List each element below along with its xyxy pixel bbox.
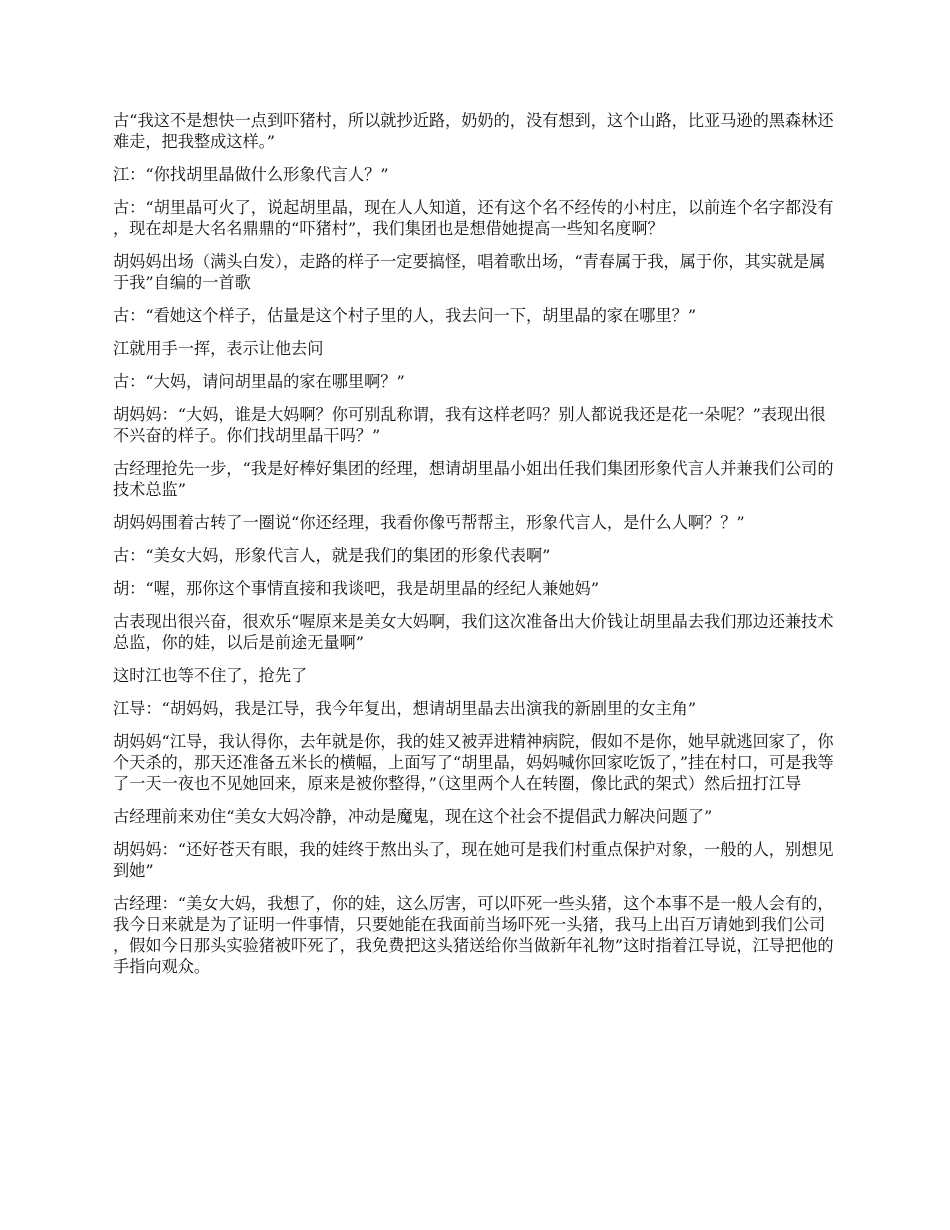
paragraph-15: 江导：“胡妈妈，我是江导，我今年复出，想请胡里晶去出演我的新剧里的女主角” — [113, 699, 697, 718]
paragraph-8: 胡妈妈：“大妈，谁是大妈啊？你可别乱称谓，我有这样老吗？别人都说我还是花一朵呢？”表现出很不兴奋的样子。你们找胡里晶干吗？” — [113, 405, 826, 445]
paragraph-13: 古表现出很兴奋，很欢乐“喔原来是美女大妈啊，我们这次准备出大价钱让胡里晶去我们那边还兼技术总监，你的娃，以后是前途无量啊” — [113, 612, 834, 652]
paragraph-1: 古“我这不是想快一点到吓猪村，所以就抄近路，奶奶的，没有想到，这个山路，比亚马逊的黑森林还难走，把我整成这样。” — [113, 111, 834, 151]
paragraph-6: 江就用手一挥，表示让他去问 — [113, 339, 324, 358]
paragraph-16: 胡妈妈“江导，我认得你，去年就是你，我的娃又被弄进精神病院，假如不是你，她早就逃回家了，你个天杀的，那天还准备五米长的横幅，上面写了“胡里晶，妈妈喊你回家吃饭了，”挂在村口，可是我等了一天一夜也不见她回来，原来是被你整得，”（这里两个人在转圈，像比武的架式）然后扭打江导 — [113, 732, 834, 793]
document-body — [113, 110, 838, 989]
paragraph-3: 古：“胡里晶可火了，说起胡里晶，现在人人知道，还有这个名不经传的小村庄，以前连个名字都没有，现在却是大名名鼎鼎的“吓猪村”，我们集团也是想借她提高一些知名度啊？ — [113, 198, 834, 238]
paragraph-19: 古经理：“美女大妈，我想了，你的娃，这么厉害，可以吓死一些头猪，这个本事不是一般人会有的，我今日来就是为了证明一件事情，只要她能在我面前当场吓死一头猪，我马上出百万请她到我们公司，假如今日那头实验猪被吓死了，我免费把这头猪送给你当做新年礼物”这时指着江导说，江导把他的手指向观众。 — [113, 894, 834, 976]
paragraph-9: 古经理抢先一步，“我是好棒好集团的经理，想请胡里晶小姐出任我们集团形象代言人并兼我们公司的技术总监” — [113, 459, 834, 499]
paragraph-17: 古经理前来劝住“美女大妈冷静，冲动是魔鬼，现在这个社会不提倡武力解决问题了” — [113, 807, 713, 826]
paragraph-11: 古：“美女大妈，形象代言人，就是我们的集团的形象代表啊” — [113, 546, 551, 565]
paragraph-18: 胡妈妈：“还好苍天有眼，我的娃终于熬出头了，现在她可是我们村重点保护对象，一般的人，别想见到她” — [113, 840, 834, 880]
paragraph-4: 胡妈妈出场（满头白发），走路的样子一定要搞怪，唱着歌出场，“青春属于我，属于你，其实就是属于我”自编的一首歌 — [113, 252, 826, 292]
paragraph-12: 胡：“喔，那你这个事情直接和我谈吧，我是胡里晶的经纪人兼她妈” — [113, 579, 599, 598]
paragraph-10: 胡妈妈围着古转了一圈说“你还经理，我看你像丐帮帮主，形象代言人，是什么人啊？？” — [113, 513, 745, 532]
paragraph-5: 古：“看她这个样子，估量是这个村子里的人，我去问一下，胡里晶的家在哪里？” — [113, 306, 697, 325]
paragraph-7: 古：“大妈，请问胡里晶的家在哪里啊？” — [113, 372, 405, 391]
paragraph-2: 江：“你找胡里晶做什么形象代言人？” — [113, 165, 389, 184]
paragraph-14: 这时江也等不住了，抢先了 — [113, 666, 308, 685]
